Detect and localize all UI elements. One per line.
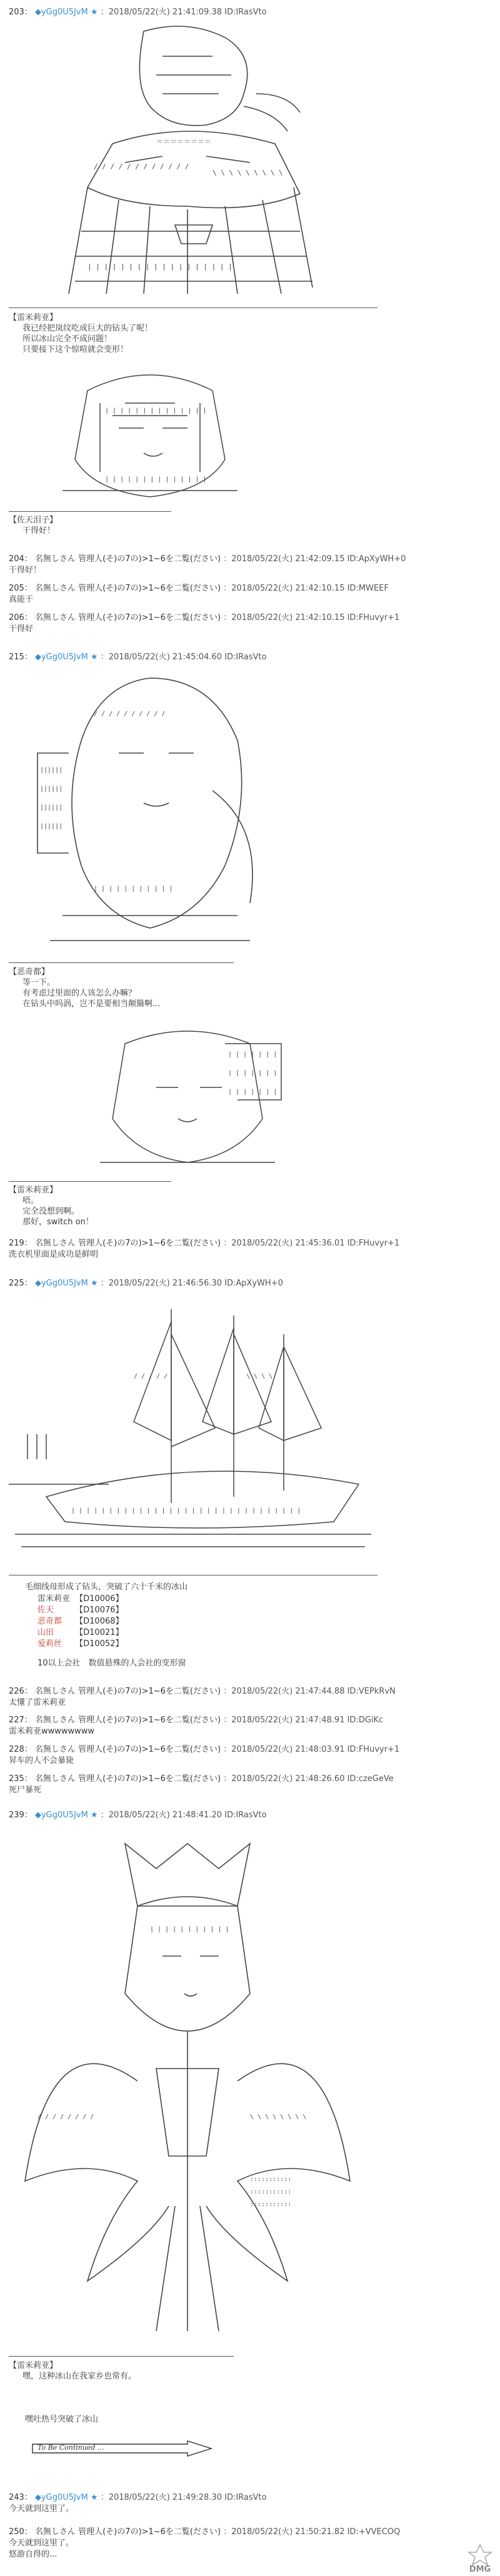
post-body: 今天就到这里了。 <box>9 2504 74 2514</box>
svg-text:| | | | | | | | | | | | | |: | | | | | | | | | | | | | | <box>105 476 207 483</box>
stat-name: 恶奇都 <box>38 1617 62 1626</box>
ascii-art-winged-character <box>12 1831 362 2350</box>
poster-name: 名無しさん 管理人(そ)の7の)>1~6を二覧(ださい) <box>34 1774 221 1784</box>
stat-name: 佐天 <box>38 1605 54 1615</box>
post-number[interactable]: 250： <box>9 2527 32 2537</box>
speaker-name: 【恶奇都】 <box>9 967 50 977</box>
stat-row <box>38 1639 124 1650</box>
poster-name: 名無しさん 管理人(そ)の7の)>1~6を二覧(ださい) <box>34 1239 221 1248</box>
dialogue-line: 有考虑过里面的人该怎么办嘛？ <box>22 989 137 998</box>
dialogue-line: 等一下。 <box>22 978 56 987</box>
post-body: 今天就到这里了。 <box>9 2539 74 2548</box>
post-number[interactable]: 239： <box>9 1810 32 1820</box>
post-number[interactable]: 228： <box>9 1745 32 1754</box>
post-body: 干得好！ <box>9 566 42 575</box>
stat-name: 雷米莉亚 <box>38 1594 71 1604</box>
post-header <box>9 611 399 622</box>
pre-continued-text: 嘿吐热号突破了冰山 <box>25 2415 99 2424</box>
post-body: 太懂了雷米莉亚 <box>9 1698 66 1707</box>
dialogue-box <box>9 2360 136 2382</box>
ship-caption: 毛细线母形成了钻头，突破了六十千米的冰山 <box>25 1582 188 1592</box>
poster-name: ◆yGg0U5JvM ★ <box>34 1279 98 1288</box>
post-header <box>9 552 406 564</box>
poster-name: ◆yGg0U5JvM ★ <box>34 652 98 662</box>
stat-value: 【D10076】 <box>75 1605 124 1615</box>
svg-text::::::::::::: ::::::::::: <box>250 2201 292 2208</box>
post-header <box>9 1808 267 1820</box>
speaker-name: 【佐天泪子】 <box>9 516 58 525</box>
site-logo-icon <box>462 2544 498 2574</box>
divider <box>9 307 378 308</box>
ascii-art-character-drawing <box>25 666 275 959</box>
svg-text:| | | | | | | | | | | | | |: | | | | | | | | | | | | | | <box>105 407 207 414</box>
post-date: ：2018/05/22(火) 21:47:44.88 ID:VEPkRvN <box>223 1687 396 1696</box>
ascii-art-dragon-drawing <box>50 19 325 306</box>
speaker-name: 【雷米莉亚】 <box>9 1186 58 1195</box>
ascii-art-ship-drawing <box>9 1297 378 1572</box>
poster-name: ◆yGg0U5JvM ★ <box>34 2493 98 2502</box>
post-header <box>9 5 267 17</box>
svg-text:＝＝＝＝＝＝＝＝: ＝＝＝＝＝＝＝＝ <box>156 137 211 146</box>
poster-name: ◆yGg0U5JvM ★ <box>34 1810 98 1820</box>
post-body: 昇车的人不会暴毙 <box>9 1756 74 1765</box>
dialogue-line: 干得好！ <box>22 526 56 536</box>
post-number[interactable]: 235： <box>9 1774 32 1784</box>
post-number[interactable]: 225： <box>9 1279 32 1288</box>
post-date: ：2018/05/22(火) 21:46:56.30 ID:ApXyWH+0 <box>100 1279 283 1288</box>
svg-text:||||||: |||||| <box>40 767 63 774</box>
dialogue-box <box>9 312 152 355</box>
post-number[interactable]: 219： <box>9 1239 32 1248</box>
post-header <box>9 1713 383 1725</box>
dialogue-box <box>9 1185 94 1227</box>
poster-name: 名無しさん 管理人(そ)の7の)>1~6を二覧(ださい) <box>34 2527 221 2537</box>
post-date: ：2018/05/22(火) 21:42:10.15 ID:FHuvyr+1 <box>223 613 400 622</box>
post-number[interactable]: 204： <box>9 554 32 564</box>
stat-row <box>38 1594 124 1605</box>
post-number[interactable]: 206： <box>9 613 32 622</box>
stat-row <box>38 1605 124 1616</box>
post-date: ：2018/05/22(火) 21:47:48.91 ID:DGiKc <box>223 1715 384 1725</box>
to-be-continued-label: To Be Continued ... <box>38 2444 104 2452</box>
poster-name: 名無しさん 管理人(そ)の7の)>1~6を二覧(ださい) <box>34 1715 221 1725</box>
svg-text::::::::::::: ::::::::::: <box>250 2176 292 2183</box>
dialogue-line: 唔。 <box>22 1196 39 1206</box>
post-header <box>9 2525 400 2537</box>
svg-text:||||||: |||||| <box>40 804 63 811</box>
post-body: 真能干 <box>9 595 34 604</box>
post-number[interactable]: 205： <box>9 584 32 593</box>
post-header <box>9 581 389 593</box>
post-header <box>9 2490 267 2502</box>
poster-name: 名無しさん 管理人(そ)の7の)>1~6を二覧(ださい) <box>34 584 221 593</box>
poster-name: 名無しさん 管理人(そ)の7の)>1~6を二覧(ださい) <box>34 1745 221 1754</box>
stat-value: 【D10068】 <box>75 1617 124 1626</box>
dialogue-line: 只要接下这个惊喧就会变形！ <box>22 345 129 354</box>
svg-text:| | | | | | |: | | | | | | | <box>228 1070 278 1077</box>
site-logo <box>462 2544 498 2574</box>
svg-text:| | | | | | | | | | |: | | | | | | | | | | | <box>94 886 173 892</box>
svg-text:\ \ \ \: \ \ \ \ <box>246 1373 273 1380</box>
post-header <box>9 1276 283 1288</box>
dialogue-line: 在钻头中吗涡，岂不是要相当颠簸啊... <box>22 999 161 1009</box>
divider <box>9 511 171 512</box>
post-number[interactable]: 203： <box>9 7 32 17</box>
post-number[interactable]: 243： <box>9 2493 32 2502</box>
poster-name: 名無しさん 管理人(そ)の7の)>1~6を二覧(ださい) <box>34 1687 221 1696</box>
stats-list <box>38 1594 124 1650</box>
svg-text:\ \ \ \ \ \ \ \: \ \ \ \ \ \ \ \ <box>250 2114 307 2120</box>
dialogue-line: 所以冰山完全不成问题！ <box>22 334 112 344</box>
post-date: ：2018/05/22(火) 21:41:09.38 ID:IRasVto <box>100 7 267 17</box>
svg-text:| | | | | | |: | | | | | | | <box>228 1051 278 1058</box>
stat-value: 【D10052】 <box>75 1639 124 1649</box>
svg-text:| | | | | | | | | | | | | | |: | | | | | | | | | | | | | | | | | | | | | | | | | | | | | | | <box>71 1507 301 1514</box>
svg-text:||||||: |||||| <box>40 786 63 792</box>
ascii-art-girl-drawing <box>50 366 250 509</box>
stat-name: 爱莉丝 <box>38 1639 62 1649</box>
post-body: 雷米莉亚wwwwwwww <box>9 1727 95 1736</box>
svg-text::::::::::::: ::::::::::: <box>250 2189 292 2195</box>
stat-value: 【D10006】 <box>75 1594 124 1604</box>
svg-text:| | | | | | |: | | | | | | | <box>228 1089 278 1096</box>
post-date: ：2018/05/22(火) 21:49:28.30 ID:IRasVto <box>100 2493 267 2502</box>
svg-text:||||||: |||||| <box>40 823 63 830</box>
stat-row <box>38 1627 124 1639</box>
dialogue-line: 完全没想到啊。 <box>22 1207 80 1216</box>
post-date: ：2018/05/22(火) 21:48:03.91 ID:FHuvyr+1 <box>223 1745 400 1754</box>
svg-text:| | | | | | | | | | |: | | | | | | | | | | | <box>150 1926 229 1933</box>
post-header <box>9 650 267 662</box>
poster-name: 名無しさん 管理人(そ)の7の)>1~6を二覧(ださい) <box>34 554 221 564</box>
post-header <box>9 1742 399 1754</box>
post-body: 死尸暴死 <box>9 1785 42 1795</box>
poster-name: ◆yGg0U5JvM ★ <box>34 7 98 17</box>
ascii-art-girl-2 <box>75 1019 300 1175</box>
post-date: ：2018/05/22(火) 21:45:36.01 ID:FHuvyr+1 <box>223 1239 400 1248</box>
svg-text:/ / / / / / / / / / / /: / / / / / / / / / / / / <box>94 162 189 171</box>
stat-name: 山田 <box>38 1628 54 1637</box>
poster-name: 名無しさん 管理人(そ)の7の)>1~6を二覧(ださい) <box>34 613 221 622</box>
post-date: ：2018/05/22(火) 21:48:41.20 ID:IRasVto <box>100 1810 267 1820</box>
post-date: ：2018/05/22(火) 21:48:26.60 ID:czeGeVe <box>223 1774 394 1784</box>
svg-text:/ / / / / / / /: / / / / / / / / <box>38 2114 94 2120</box>
post-date: ：2018/05/22(火) 21:45:04.60 ID:IRasVto <box>100 652 267 662</box>
ascii-art-ship <box>9 1297 378 1572</box>
divider <box>9 2356 234 2357</box>
site-logo-text: DMG <box>469 2565 491 2574</box>
post-number[interactable]: 227： <box>9 1715 32 1725</box>
post-date: ：2018/05/22(火) 21:50:21.82 ID:+VVECOQ <box>223 2527 401 2537</box>
svg-text:| | | | | | | | | | | | | | |: | | | | | | | | | | | | | | | | | | <box>88 262 232 271</box>
dialogue-box <box>9 967 160 1009</box>
ascii-art-dragon <box>50 19 325 306</box>
ascii-art-girl-2-drawing <box>75 1019 300 1175</box>
stat-row <box>38 1616 124 1627</box>
post-body: 洗衣机里面是成功是鲜明 <box>9 1250 99 1259</box>
stat-value: 【D10021】 <box>75 1628 124 1637</box>
speaker-name: 【雷米莉亚】 <box>9 2361 58 2370</box>
ascii-art-character <box>25 666 275 959</box>
dialogue-box <box>9 515 58 536</box>
post-header <box>9 1236 399 1248</box>
stats-note: 10以上会社 数值悬殊的人会社的变形窗 <box>38 1659 186 1668</box>
dialogue-line: 那好，switch on！ <box>22 1217 94 1227</box>
svg-text:/ / / / / / / / / /: / / / / / / / / / / <box>94 711 166 717</box>
svg-text:/ / / / /: / / / / / <box>134 1373 168 1380</box>
post-body: 干得好 <box>9 624 34 634</box>
speaker-name: 【雷米莉亚】 <box>9 313 58 322</box>
post-number[interactable]: 226： <box>9 1687 32 1696</box>
divider <box>9 962 234 963</box>
post-body: 悠游自得的... <box>9 2550 58 2559</box>
post-header <box>9 1684 396 1696</box>
ascii-art-winged-character-drawing <box>12 1831 362 2350</box>
dialogue-line: 嘿，这种冰山在我家乡也常有。 <box>22 2372 137 2381</box>
ascii-art-girl <box>50 366 250 509</box>
post-number[interactable]: 215： <box>9 652 32 662</box>
post-date: ：2018/05/22(火) 21:42:09.15 ID:ApXyWH+0 <box>223 554 406 564</box>
post-header <box>9 1772 394 1784</box>
divider <box>9 1181 171 1182</box>
svg-text:\ \ \ \ \ \ \ \ \: \ \ \ \ \ \ \ \ \ <box>212 169 283 177</box>
dialogue-line: 我已经把岚纹吃成巨大的钻头了呢！ <box>22 324 153 333</box>
post-date: ：2018/05/22(火) 21:42:10.15 ID:MWEEF <box>223 584 389 593</box>
